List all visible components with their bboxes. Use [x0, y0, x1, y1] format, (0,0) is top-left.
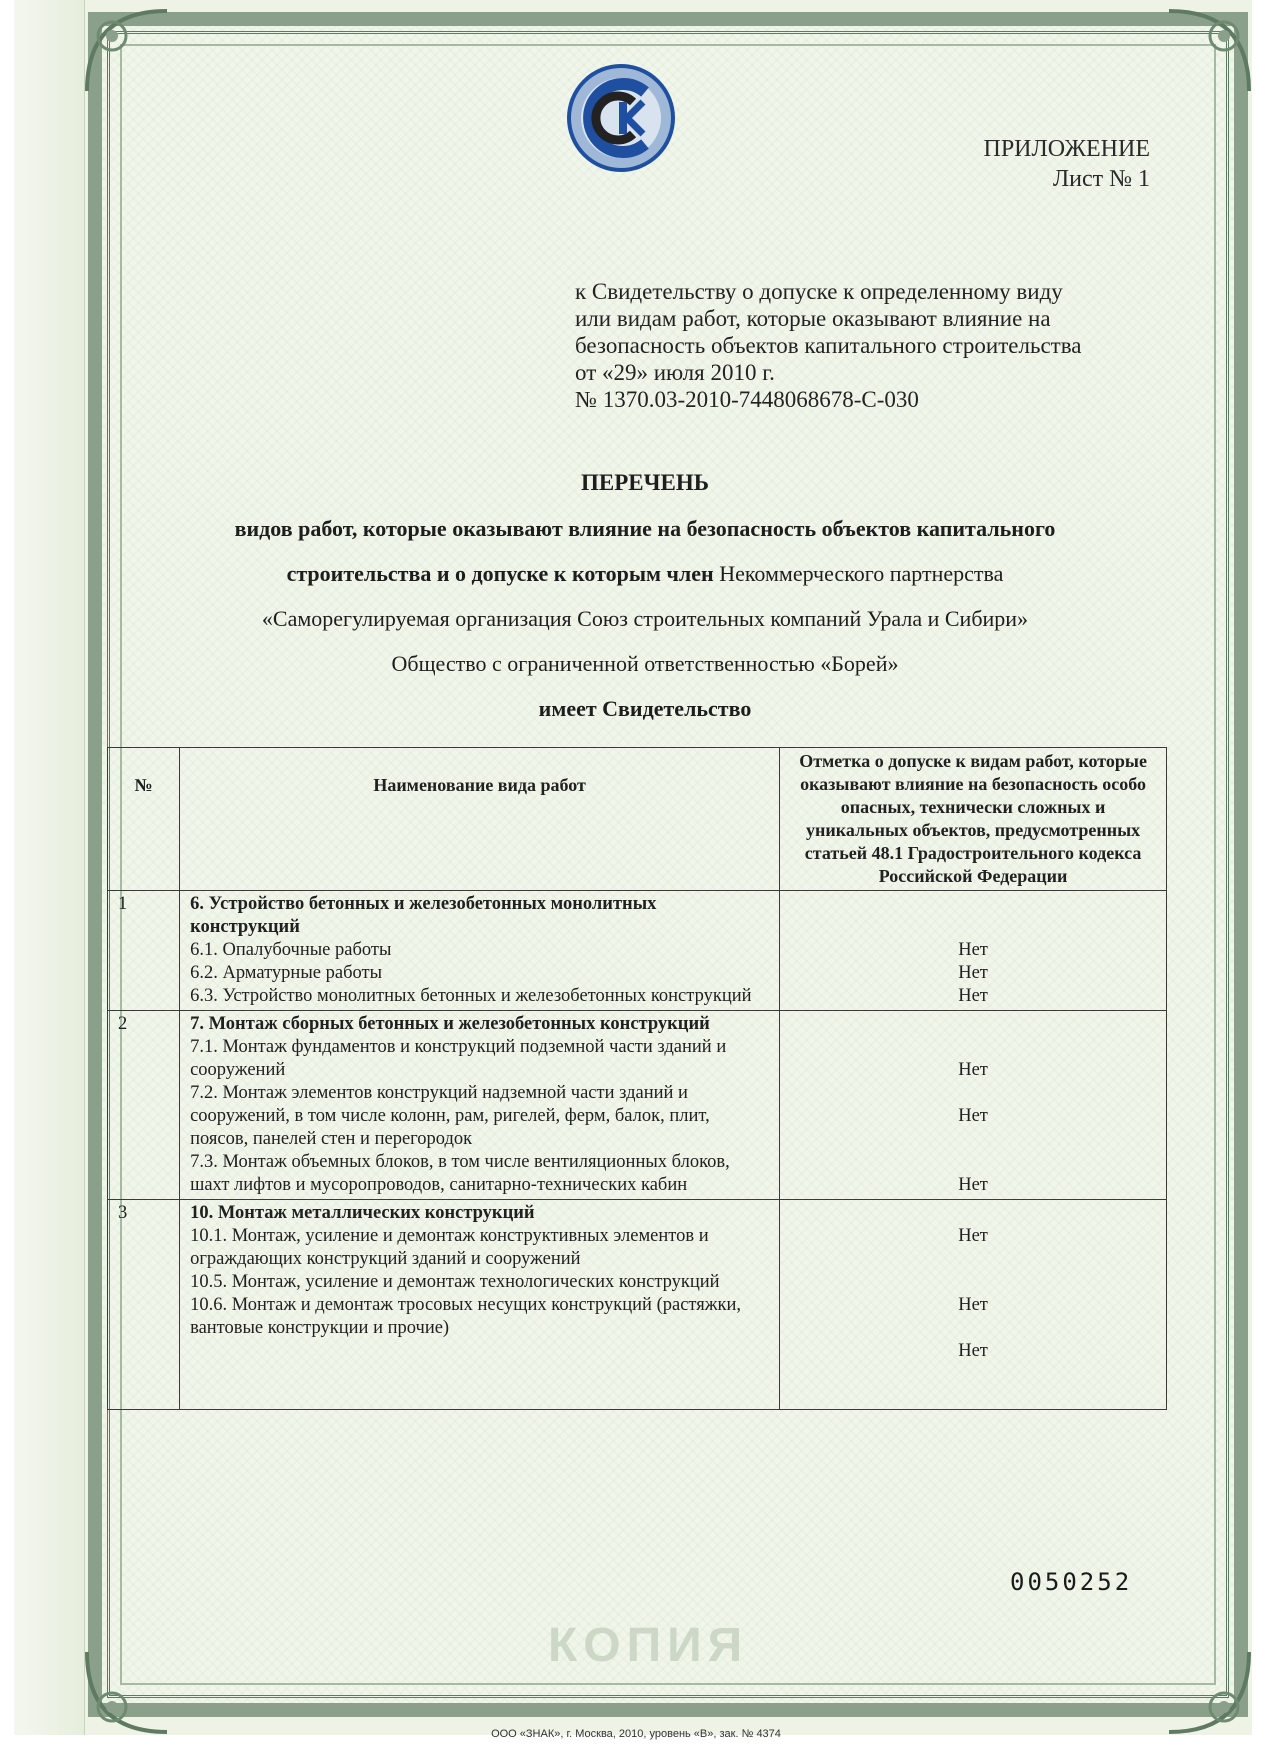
row-works	[180, 1011, 780, 1200]
work-item: 6.1. Опалубочные работы	[190, 940, 392, 960]
admission-mark: Нет	[958, 1060, 988, 1080]
binding-strip	[14, 0, 85, 1735]
row-marks	[780, 891, 1167, 1011]
printer-imprint: ООО «ЗНАК», г. Москва, 2010, уровень «В», зак. № 4374	[491, 1728, 781, 1740]
row-works	[180, 1200, 780, 1410]
work-group: 7. Монтаж сборных бетонных и железобетонных конструкций	[190, 1014, 710, 1034]
header-name: Наименование вида работ	[180, 748, 780, 891]
admission-mark: Нет	[958, 940, 988, 960]
work-item: 6.3. Устройство монолитных бетонных и железобетонных конструкций	[190, 986, 752, 1006]
organization-logo-icon	[565, 62, 677, 174]
document-title-block	[140, 470, 1150, 741]
work-group: 6. Устройство бетонных и железобетонных монолитных конструкций	[190, 894, 657, 937]
frame-ornament-icon	[82, 1647, 172, 1737]
title-line	[140, 561, 1150, 587]
certificate-number: № 1370.03-2010-7448068678-С-030	[575, 387, 919, 412]
frame-ornament-icon	[1164, 6, 1254, 96]
row-works	[180, 891, 780, 1011]
table-header-row	[108, 748, 1167, 891]
reference-line: или видам работ, которые оказывают влияние на	[575, 306, 1051, 331]
row-marks	[780, 1011, 1167, 1200]
row-num: 2	[108, 1011, 180, 1200]
form-serial-number: 0050252	[1010, 1568, 1133, 1596]
sheet-label: Лист № 1	[1052, 166, 1150, 192]
row-marks	[780, 1200, 1167, 1410]
copy-stamp: КОПИЯ	[548, 1619, 749, 1672]
reference-line: безопасность объектов капитального строительства	[575, 333, 1082, 358]
work-item: 7.1. Монтаж фундаментов и конструкций подземной части зданий и сооружений	[190, 1037, 727, 1080]
work-item: 7.3. Монтаж объемных блоков, в том числе вентиляционных блоков, шахт лифтов и мусоропроводов, санитарно-технических кабин	[190, 1152, 730, 1195]
certificate-reference	[575, 278, 1153, 413]
admission-mark: Нет	[958, 1175, 988, 1195]
reference-date: от «29» июля 2010 г.	[575, 360, 775, 385]
work-item: 10.5. Монтаж, усиление и демонтаж технологических конструкций	[190, 1272, 720, 1292]
organization-name: «Саморегулируемая организация Союз строительных компаний Урала и Сибири»	[261, 606, 1029, 631]
table-row	[108, 1011, 1167, 1200]
work-item: 6.2. Арматурные работы	[190, 963, 382, 983]
works-table	[107, 747, 1167, 1410]
appendix-header	[983, 134, 1150, 194]
admission-mark: Нет	[958, 986, 988, 1006]
admission-mark: Нет	[958, 1226, 988, 1246]
admission-mark: Нет	[958, 1295, 988, 1315]
admission-mark: Нет	[958, 1341, 988, 1361]
work-group: 10. Монтаж металлических конструкций	[190, 1203, 535, 1223]
table-row	[108, 1200, 1167, 1410]
reference-line: к Свидетельству о допуске к определенному виду	[575, 279, 1063, 304]
frame-ornament-icon	[82, 6, 172, 96]
admission-mark: Нет	[958, 1106, 988, 1126]
table-row	[108, 891, 1167, 1011]
document-heading: ПЕРЕЧЕНЬ	[581, 470, 709, 495]
work-item: 10.6. Монтаж и демонтаж тросовых несущих конструкций (растяжки, вантовые конструкции и прочие)	[190, 1295, 742, 1338]
member-company: Общество с ограниченной ответственностью «Борей»	[391, 651, 899, 676]
frame-ornament-icon	[1164, 1647, 1254, 1737]
header-mark: Отметка о допуске к видам работ, которые оказывают влияние на безопасность особо опасных, технически сложных и уникальных объектов, предусмотренных статьей 48.1 Градостроительного кодекса Российской Федерации	[780, 748, 1167, 891]
header-num: №	[108, 748, 180, 891]
work-item: 7.2. Монтаж элементов конструкций надземной части зданий и сооружений, в том числе колонн, рам, ригелей, ферм, балок, плит, поясов, панелей стен и перегородок	[190, 1083, 710, 1149]
work-item: 10.1. Монтаж, усиление и демонтаж конструктивных элементов и ограждающих конструкций зданий и сооружений	[190, 1226, 709, 1269]
appendix-title: ПРИЛОЖЕНИЕ	[983, 136, 1150, 162]
admission-mark: Нет	[958, 963, 988, 983]
title-line: видов работ, которые оказывают влияние на безопасность объектов капитального	[234, 516, 1056, 541]
title-line: имеет Свидетельство	[538, 696, 752, 721]
title-line-rest: Некоммерческого партнерства	[713, 561, 1004, 586]
row-num: 1	[108, 891, 180, 1011]
title-line-bold: строительства и о допуске к которым член	[286, 561, 714, 586]
row-num: 3	[108, 1200, 180, 1410]
